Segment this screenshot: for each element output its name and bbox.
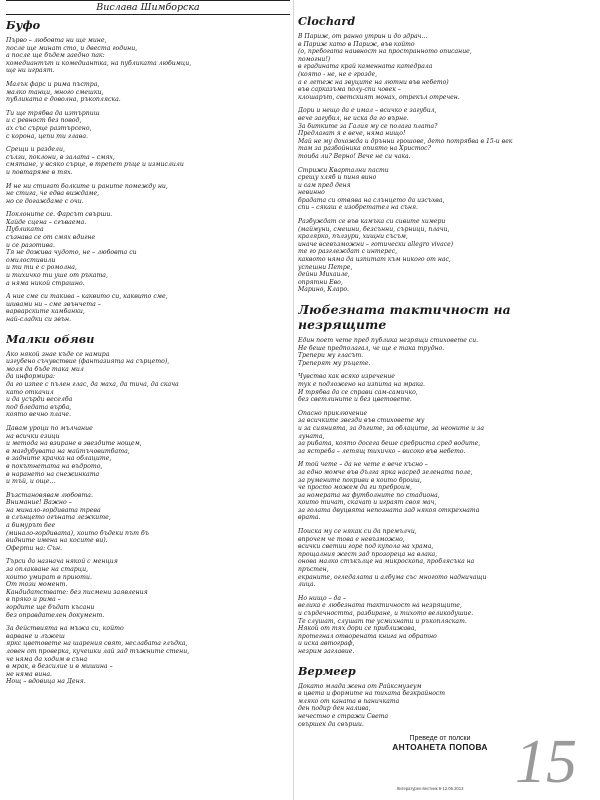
stanza xyxy=(6,625,290,686)
verse-line: тоиба ли? Верно! Вече не си чака. xyxy=(298,152,411,160)
verse-line: не стига, че едва виждаме, xyxy=(6,190,100,198)
verse-line: Марино, Кларо. xyxy=(298,286,349,294)
verse-line: За действията на мъжа си, който xyxy=(6,625,124,633)
stanza xyxy=(6,293,290,323)
stanza xyxy=(298,107,594,160)
verse-line: комедиантът и комедиантка, на публиката любимци, xyxy=(6,59,192,67)
verse-line: в пряко и рима – xyxy=(6,596,61,604)
stanza xyxy=(6,425,290,486)
verse-line: която вечно плаче. xyxy=(6,411,72,419)
verse-line: ден подир ден налива, xyxy=(298,705,371,713)
verse-line: на минало-гордивата трева xyxy=(6,506,101,514)
stanza xyxy=(6,37,290,75)
verse-line: нечестно е стражи Света xyxy=(298,712,389,720)
verse-line: в Париж като в Париж, във който xyxy=(298,40,415,48)
verse-line: и за сиянията, за дъгите, за облаците, за неоните и за xyxy=(298,424,484,432)
verse-line: (о, пребогата наивност на пространното описание, xyxy=(298,48,472,56)
verse-line: пръстен, xyxy=(298,566,329,574)
verse-line: Поклоните се. Фарсът свърши. xyxy=(6,211,113,219)
verse-line: без оправдателен документ. xyxy=(6,611,105,619)
verse-line: И не ни стигат болките и раните помежду ни, xyxy=(6,182,168,190)
verse-line: Ако някой знае къде се намира xyxy=(6,350,110,358)
verse-line: после ще минат сто, и двеста години, xyxy=(6,44,138,52)
verse-line: малко танци, много смешки, xyxy=(6,88,104,96)
verse-line: Някой от тях дори се приближава, xyxy=(298,625,417,633)
stanza xyxy=(298,373,594,403)
verse-line: Предлагат я е вече, няма нищо! xyxy=(298,130,406,138)
verse-line: и сам пред деня xyxy=(298,181,351,189)
page-number: 15 xyxy=(515,728,577,796)
verse-line: че няма да ходим в съна xyxy=(6,655,88,663)
verse-line: за всичките звезди във стиховете му xyxy=(298,417,425,425)
verse-line: да го изпее с пълен глас, да маха, да тича, да скача xyxy=(6,380,179,388)
verse-line: От този момент. xyxy=(6,581,68,589)
verse-line: а бимурът бее xyxy=(6,522,56,530)
verse-line: Първо – любовта ни ще мине, xyxy=(6,37,107,44)
verse-line: Давам уроци по мълчание xyxy=(6,424,93,432)
verse-line: Малък фарс и рима пъстра, xyxy=(6,80,100,88)
stanza xyxy=(298,683,594,729)
verse-line: ще ни играят. xyxy=(6,67,55,75)
verse-line: мляко от каната в паничката xyxy=(298,697,400,705)
poem xyxy=(298,302,594,656)
stanza xyxy=(298,410,594,456)
verse-line: прощалния жест зад прозореца на влака, xyxy=(298,550,438,558)
verse-line: Тя не дожива чудото, не – любовта си xyxy=(6,249,137,257)
verse-line: ах със сърце разтърсено, xyxy=(6,124,92,132)
verse-line: тук е подложено на изпита на мрака. xyxy=(298,380,425,388)
verse-line: свършек да свърши. xyxy=(298,720,364,728)
stanza xyxy=(6,211,290,287)
verse-line: и метода на взиране в звездите нощем, xyxy=(6,440,142,448)
verse-line: и тихичко ти уше от ръката, xyxy=(6,272,108,280)
translator-credit-line: Преведе от полски xyxy=(409,735,471,742)
verse-line: в мрак, в безсилие и в мишина – xyxy=(6,663,113,671)
verse-line: луната, xyxy=(298,432,325,440)
verse-line: в магдубувата на майтъчовитбата, xyxy=(6,447,130,455)
verse-line: каквото няма да изпитат към никого от нас, xyxy=(298,256,451,264)
verse-line: ловен от проверка, кучешки лай зад тъжните стени, xyxy=(6,647,190,655)
verse-line: Разбуждат се във камъка си сивите химери xyxy=(298,218,446,226)
verse-line: успешни Петре, xyxy=(298,263,353,271)
stanza xyxy=(6,183,290,206)
translator-credit xyxy=(380,735,500,752)
poem xyxy=(6,18,290,324)
verse-line: шивами ни – сме звънчета – xyxy=(6,300,101,308)
verse-line: сълзи, поклони, в залата – смях, xyxy=(6,153,115,161)
translator-name: АНТОАНЕТА ПОПОВА xyxy=(392,742,488,752)
verse-line: в покътнетата на въдрото, xyxy=(6,462,103,470)
verse-line: невинно xyxy=(298,189,325,197)
verse-line: гордите ще бъдат късани xyxy=(6,604,95,611)
verse-line: в задните крачка на облаците, xyxy=(6,455,112,463)
verse-line: Хайде сцена – сгъваема. xyxy=(6,218,87,226)
verse-line: Внимание! Важно – xyxy=(6,499,72,507)
stanza xyxy=(298,528,594,589)
verse-line: там за разбойника опиято на Христос? xyxy=(298,145,431,153)
verse-line: а е летеж на звуците на лютни във небето) xyxy=(298,78,449,86)
poem-title: Вермеер xyxy=(298,663,356,678)
verse-line: за номерата на футболните по стадиона, xyxy=(298,491,440,499)
verse-line: Не беше предполагал, че ще е така трудно. xyxy=(298,344,445,352)
verse-line: Чувства как всяко изречение xyxy=(298,373,395,381)
running-head-right xyxy=(298,0,594,11)
verse-line: Дори и нещо да е имал – всичко е загубил, xyxy=(298,107,437,115)
poem-title: Малки обяви xyxy=(6,331,95,346)
verse-line: Възстановявам любовта. xyxy=(6,491,93,499)
column-divider xyxy=(293,0,294,800)
verse-line: които тичат, скачат и играят своя мач, xyxy=(298,499,437,507)
stanza xyxy=(298,33,594,101)
verse-line: и иска автограф, xyxy=(298,640,355,648)
verse-line: незрим заглавие. xyxy=(298,647,355,655)
poem xyxy=(298,664,594,729)
stanza xyxy=(298,595,594,656)
verse-line: Кандидатствате: без писмени заявления xyxy=(6,588,148,596)
verse-line: на всички езици xyxy=(6,432,60,440)
poem xyxy=(6,332,290,686)
verse-line: Докато млада жена от Райксмузеум xyxy=(298,682,422,690)
verse-line: в слънцето огъната лежките, xyxy=(6,514,111,522)
verse-line: лица. xyxy=(298,581,316,589)
verse-line: с корона, цепи ти глава. xyxy=(6,132,88,140)
verse-line: видните имена на косите ви). xyxy=(6,537,108,545)
verse-line: и да усърди веселба xyxy=(6,396,73,404)
stanza xyxy=(298,461,594,522)
verse-line: за рибата, която досега беше сребриста сред водите, xyxy=(298,440,481,448)
verse-line: Оферти на: Сън. xyxy=(6,544,63,552)
verse-line: Един поет чете пред публика незрящи стиховете си. xyxy=(298,337,479,344)
stanza xyxy=(6,351,290,419)
verse-line: и сърдечността, разбиране, и тихото великодушие. xyxy=(298,610,474,617)
verse-line: врата. xyxy=(298,514,321,522)
footer-note: Литературен вестник 6-12.06.2013 xyxy=(396,786,464,791)
verse-line: и се разотива. xyxy=(6,241,55,249)
verse-line: моля да бъде така мил xyxy=(6,365,84,373)
verse-line: Ти ще трябва да изтърпиш xyxy=(6,109,100,117)
verse-line: онова малко стъкълце на микроскопа, проблясъка на xyxy=(298,558,475,566)
verse-line: варварските камбанки, xyxy=(6,308,85,316)
verse-line: изгубено съчувствие (фантазията на сърцето), xyxy=(6,358,170,366)
verse-line: най-сладки си звън. xyxy=(6,316,72,323)
verse-line: и тъй, и още... xyxy=(6,478,56,486)
verse-line: Стрижи Квартални пасти xyxy=(298,166,389,174)
left-column xyxy=(6,0,290,800)
verse-line: публиката е доволна, ръкопляска. xyxy=(6,96,121,104)
verse-line: без светлините и без цветовете. xyxy=(298,396,412,404)
poem-title: Clochard xyxy=(298,14,356,28)
verse-line: яркс цветовете на шарения свят, неслабата глъдка, xyxy=(6,640,188,648)
verse-line: в нарането на снежинката xyxy=(6,470,100,478)
verse-line: а после ще бъдем заедно пак: xyxy=(6,52,105,60)
verse-line: като откачил xyxy=(6,388,54,396)
stanza xyxy=(6,81,290,104)
verse-line: всички светии горе под купола на храма, xyxy=(298,543,434,551)
verse-line: срещу хляб и пиня вино xyxy=(298,174,377,182)
verse-line: (маймуни, смешни, безсънни, сърници, плачи, xyxy=(298,225,450,233)
left-poems xyxy=(6,18,290,686)
verse-line: а няма никой страшно. xyxy=(6,279,85,287)
verse-line: Опасно приключение xyxy=(298,409,368,417)
verse-line: Май не му дохожда и дрънни грошове, дето потрябва в 15-и век xyxy=(298,137,513,145)
verse-line: и ти ти е с ромолна, xyxy=(6,264,77,272)
verse-line: за голата двуцвята непозната зад някоя открехната xyxy=(298,506,480,514)
verse-line: спи – сякаш е изобретател на съня. xyxy=(298,204,418,212)
verse-line: варване и лъжеш xyxy=(6,632,65,640)
verse-line: дейни Михаиле, xyxy=(298,271,350,279)
verse-line: А ние сме си такива – каквито си, каквито сме, xyxy=(6,293,168,301)
poem-title: Любезната тактичност на незрящите xyxy=(298,302,511,332)
verse-line: съзнава се от смях вдигне xyxy=(6,234,96,242)
verse-line: в цвета и формите на тихата безкрайност xyxy=(298,690,446,698)
verse-line: омилостивили xyxy=(6,256,56,264)
verse-line: В Париж, от ранно утрин и до здрач... xyxy=(298,33,428,40)
verse-line: смятане, у всяко сърце, в трепет ръце и измислили xyxy=(6,161,184,169)
right-poems xyxy=(298,14,594,728)
verse-line: да информира: xyxy=(6,373,56,381)
verse-line: помогни!) xyxy=(298,55,331,63)
verse-line: че просто можем да ги преброим, xyxy=(298,484,412,492)
verse-line: Нощ – вдовица на Деня. xyxy=(6,678,86,686)
stanza xyxy=(6,558,290,619)
verse-line: Те слушат, слушат те усмихнати и ръкопляскат. xyxy=(298,617,467,625)
verse-line: които умират в приюти. xyxy=(6,573,92,581)
verse-line: Търси да назнача някой с менция xyxy=(6,558,118,566)
verse-line: Публиката xyxy=(6,226,44,234)
stanza xyxy=(6,146,290,176)
verse-line: Поиска му се някак си да премълчи, xyxy=(298,528,417,536)
verse-line: велика е любезната тактичност на незрящите, xyxy=(298,602,462,610)
running-head-left: Вислава Шимборска xyxy=(6,0,290,15)
verse-line: екраните, огледалата и албума със многото надничащи xyxy=(298,573,487,581)
stanza xyxy=(6,110,290,140)
right-column xyxy=(298,0,594,800)
verse-line: Трепери му гласът. xyxy=(298,352,364,360)
verse-line: И трябва да се справи сам-самичко, xyxy=(298,388,418,396)
verse-line: вече загубил, не иска да го върне. xyxy=(298,114,409,122)
verse-line: опрятни Ево, xyxy=(298,278,343,286)
stanza xyxy=(298,167,594,213)
verse-line: протегнал отворената книга на обратно xyxy=(298,632,437,640)
verse-line: иначе всевъзможни – готически allegro vivace) xyxy=(298,240,454,248)
verse-line: във сарказъма полу-спи човек – xyxy=(298,86,401,94)
stanza xyxy=(298,337,594,367)
verse-line: брадата си отвява на слънцето да изсъхва, xyxy=(298,196,445,204)
verse-line: и с ревност без повод, xyxy=(6,117,82,125)
verse-line: в градината край каменната катедрала xyxy=(298,63,433,71)
stanza xyxy=(298,218,594,294)
verse-line: (която - не, не е грозде, xyxy=(298,70,378,78)
stanza xyxy=(6,492,290,553)
verse-line: клошарът, светският монах, отрекъл отречен. xyxy=(298,93,460,101)
verse-line: за оплакване на старци, xyxy=(6,566,89,574)
verse-line: (минало-гордивата), които бъдеки път бъ xyxy=(6,529,149,537)
poem xyxy=(298,14,594,294)
verse-line: за едно момче във дълга ярка насред зелената поле, xyxy=(298,468,473,476)
verse-line: впрочем че това е невъзможно, xyxy=(298,535,405,543)
verse-line: Но нищо – да – xyxy=(298,594,347,602)
poem-title: Буфо xyxy=(6,18,41,32)
verse-line: и повтаряме в тях. xyxy=(6,168,73,176)
verse-line: за румените покриви в които броиш, xyxy=(298,476,422,484)
verse-line: За битките за Галия му се полага плата? xyxy=(298,122,438,130)
verse-line: не няма вина. xyxy=(6,670,52,678)
verse-line: те го разглеждат с интерес, xyxy=(298,248,398,256)
verse-line: но се догаждаме с очи. xyxy=(6,197,84,205)
verse-line: Срещи и раздели, xyxy=(6,146,65,154)
verse-line: за ястреба – летящ тихичко – високо във небето. xyxy=(298,447,466,455)
verse-line: Треперят му ръцете. xyxy=(298,359,371,367)
verse-line: кралярко, пълзури, хищни съсъм, xyxy=(298,233,408,241)
verse-line: под бледата върба, xyxy=(6,403,72,411)
verse-line: И той чете – да не чете е вече късно – xyxy=(298,461,428,469)
